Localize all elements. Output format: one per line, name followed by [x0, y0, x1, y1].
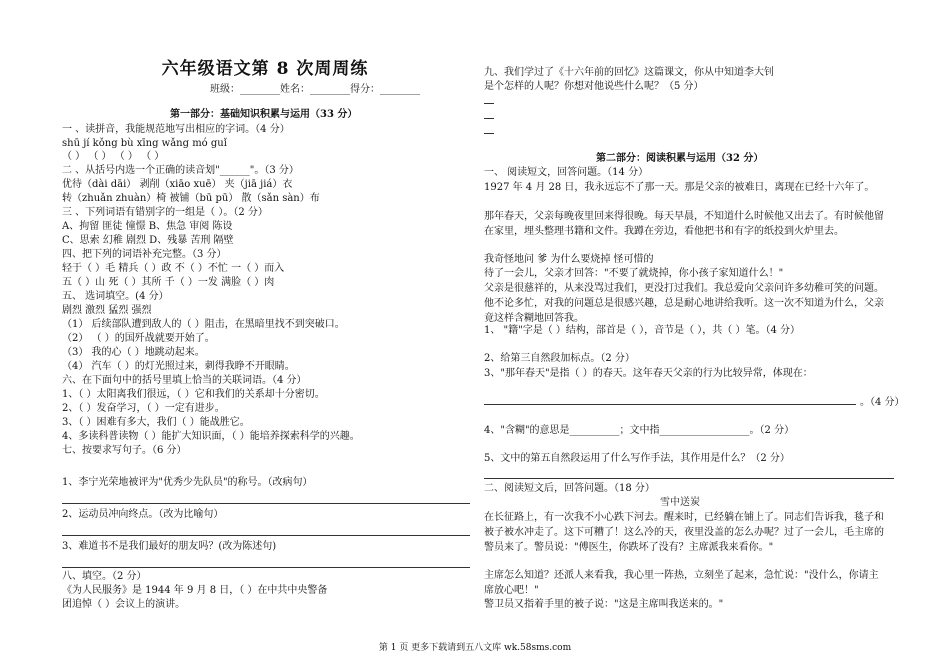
left-line: 七、按要求写句子。（6 分）: [62, 445, 187, 456]
page-title: 六年级语文第 8 次周周练: [161, 59, 369, 79]
reading2-paragraph: 警卫员又指着手里的被子说："这是主席叫我送来的。": [484, 599, 724, 610]
left-line: 二 、从括号内选一个正确的读音划"______"。（3 分）: [62, 165, 299, 176]
answer-line[interactable]: [484, 103, 494, 104]
answer-line[interactable]: [484, 133, 494, 134]
left-line: 剧烈 激烈 猛烈 强烈: [62, 305, 152, 316]
reading2-heading: 二、阅读短文后，回答问题。（18 分）: [484, 483, 655, 494]
student-info-line: 班级：________姓名：________得分：________: [210, 84, 420, 95]
left-line: （1） 后续部队遭到敌人的（ ）阻击，在黑暗里找不到突破口。: [62, 319, 345, 330]
left-line: 五、 选词填空。(4 分）: [62, 291, 169, 302]
left-line: shū jí kǒng bù xīng wǎng mó guǐ: [62, 138, 227, 149]
left-line: C、思索 幻稚 剧烈 D、残暴 苦刑 隔壁: [62, 235, 234, 246]
left-line: 1、（ ）太阳离我们很远，（ ）它和我们的关系却十分密切。: [62, 389, 325, 400]
left-line: 八、填空。（2 分）: [62, 571, 147, 582]
reading1-paragraph: 那年春天，父亲每晚夜里回来得很晚。每天早晨，不知道什么时候他又出去了。有时候他留在家里，埋头整理书籍和文件。我蹲在旁边，看他把书和有字的纸投到火炉里去。: [484, 211, 884, 237]
left-line: 转（zhuǎn zhuàn）椅 被铺（bū pū） 散（sǎn sàn）布: [62, 193, 320, 204]
q9-line: 九、我们学过了《十六年前的回忆》这篇课文，你从中知道李大钊: [484, 67, 774, 78]
reading2-title: 雪中送炭: [660, 497, 700, 508]
left-line: 1、李宁光荣地被评为"优秀少先队员"的称号。（改病句）: [62, 477, 313, 488]
question: 5、文中的第五自然段运用了什么写作手法，其作用是什么？（2 分）: [484, 453, 790, 464]
answer-line[interactable]: [484, 404, 856, 405]
left-line: 轻于（ ）毛 精兵（ ）政 不（ ）不忙 一（ ）而入: [62, 263, 285, 274]
left-line: 《为人民服务》是 1944 年 9 月 8 日，（ ）在中共中央警备: [62, 585, 328, 596]
question: 2、给第三自然段加标点。（2 分）: [484, 353, 635, 364]
reading2-paragraph: 在长征路上，有一次我不小心跌下河去。醒来时，已经躺在铺上了。同志们告诉我，毯子和被子被水冲走了。这下可糟了！这么冷的天，夜里没盖的怎么办呢？过了一会儿，毛主席的警员来了。警员说："傅医生，你跌坏了没有？主席派我来看你。": [484, 512, 884, 553]
question: 3、"那年春天"是指（ ）的春天。这年春天父亲的行为比较异常，体现在：: [484, 368, 813, 379]
answer-line[interactable]: [62, 567, 470, 568]
reading1-paragraph: 父亲是很慈祥的，从来没骂过我们，更没打过我们。我总爱向父亲问许多幼稚可笑的问题。他不论多忙，对我的问题总是很感兴趣，总是耐心地讲给我听。这一次不知道为什么，父亲竟这样含糊地回答我。: [484, 283, 884, 324]
part1-title: 第一部分：基础知识积累与运用（33 分）: [170, 109, 358, 120]
left-line: （2） （ ）的国歼战就要开始了。: [62, 333, 215, 344]
left-line: 2、运动员冲向终点。（改为比喻句）: [62, 509, 224, 520]
left-line: 3、（ ）困难有多大，我们（ ）能战胜它。: [62, 417, 250, 428]
left-line: 三 、下列词语有错别字的一组是（ ）。（2 分）: [62, 207, 268, 218]
left-line: （3） 我的心（ ）地跳动起来。: [62, 347, 205, 358]
left-line: 一 、读拼音，我能规范地写出相应的字词。（4 分）: [62, 124, 290, 135]
reading1-paragraph: 待了一会儿，父亲才回答："不要了就烧掉，你小孩子家知道什么！": [484, 268, 784, 279]
left-line: 四、把下列的词语补充完整。（3 分）: [62, 249, 227, 260]
part2-title: 第二部分：阅读积累与运用（32 分）: [596, 153, 764, 164]
left-line: 五（ ）山 死（ ）其所 千（ ）一发 满脸（ ）肉: [62, 277, 275, 288]
answer-line[interactable]: [62, 535, 470, 536]
reading1-paragraph: 1927 年 4 月 28 日，我永远忘不了那一天。那是父亲的被难日，离现在已经十六年了。: [484, 182, 875, 193]
reading2-paragraph: 主席怎么知道？还派人来看我，我心里一阵热，立刻坐了起来，急忙说："没什么，你请主席放心吧！": [484, 570, 879, 596]
left-line: 六、在下面句中的括号里填上恰当的关联词语。（4 分）: [62, 375, 307, 386]
question: 1、 "籍"字是（ ）结构，部首是（ ），音节是（ ），共（ ）笔。（4 分）: [484, 325, 800, 336]
left-line: 4、多读科普读物（ ）能扩大知识面，（ ）能培养探索科学的兴趣。: [62, 431, 360, 442]
answer-line[interactable]: [484, 118, 494, 119]
left-line: 2、（ ）发奋学习，（ ）一定有进步。: [62, 403, 225, 414]
left-line: （ ） （ ） （ ） （ ）: [62, 151, 165, 162]
answer-line[interactable]: [484, 478, 894, 479]
page-footer: 第 1 页 更多下载请到五八文库 wk.58sms.com: [378, 643, 572, 653]
left-line: 3、难道书不是我们最好的朋友吗？(改为陈述句): [62, 541, 277, 552]
left-line: （4） 汽车（ ）的灯光照过来，刺得我睁不开眼睛。: [62, 361, 295, 372]
left-line: 优待（dài dāi） 剥削（xiāo xuē） 夹（jiā jiá）衣: [62, 179, 293, 190]
q9-line: 是个怎样的人呢？你想对他说些什么呢？（5 分）: [484, 81, 704, 92]
question-score: 。（4 分）: [860, 397, 905, 408]
answer-line[interactable]: [62, 503, 470, 504]
left-line: 团追悼（ ）会议上的演讲。: [62, 599, 186, 610]
question: 4、"含糊"的意思是__________；文中指__________________。（2 分）: [484, 425, 795, 436]
reading1-heading: 一、 阅读短文，回答问题。（14 分）: [484, 167, 649, 178]
reading1-paragraph: 我奇怪地问 爹 为什么要烧掉 怪可惜的: [484, 254, 654, 265]
left-line: A、拘留 匪徒 憧憬 B、焦急 审阅 陈设: [62, 221, 233, 232]
